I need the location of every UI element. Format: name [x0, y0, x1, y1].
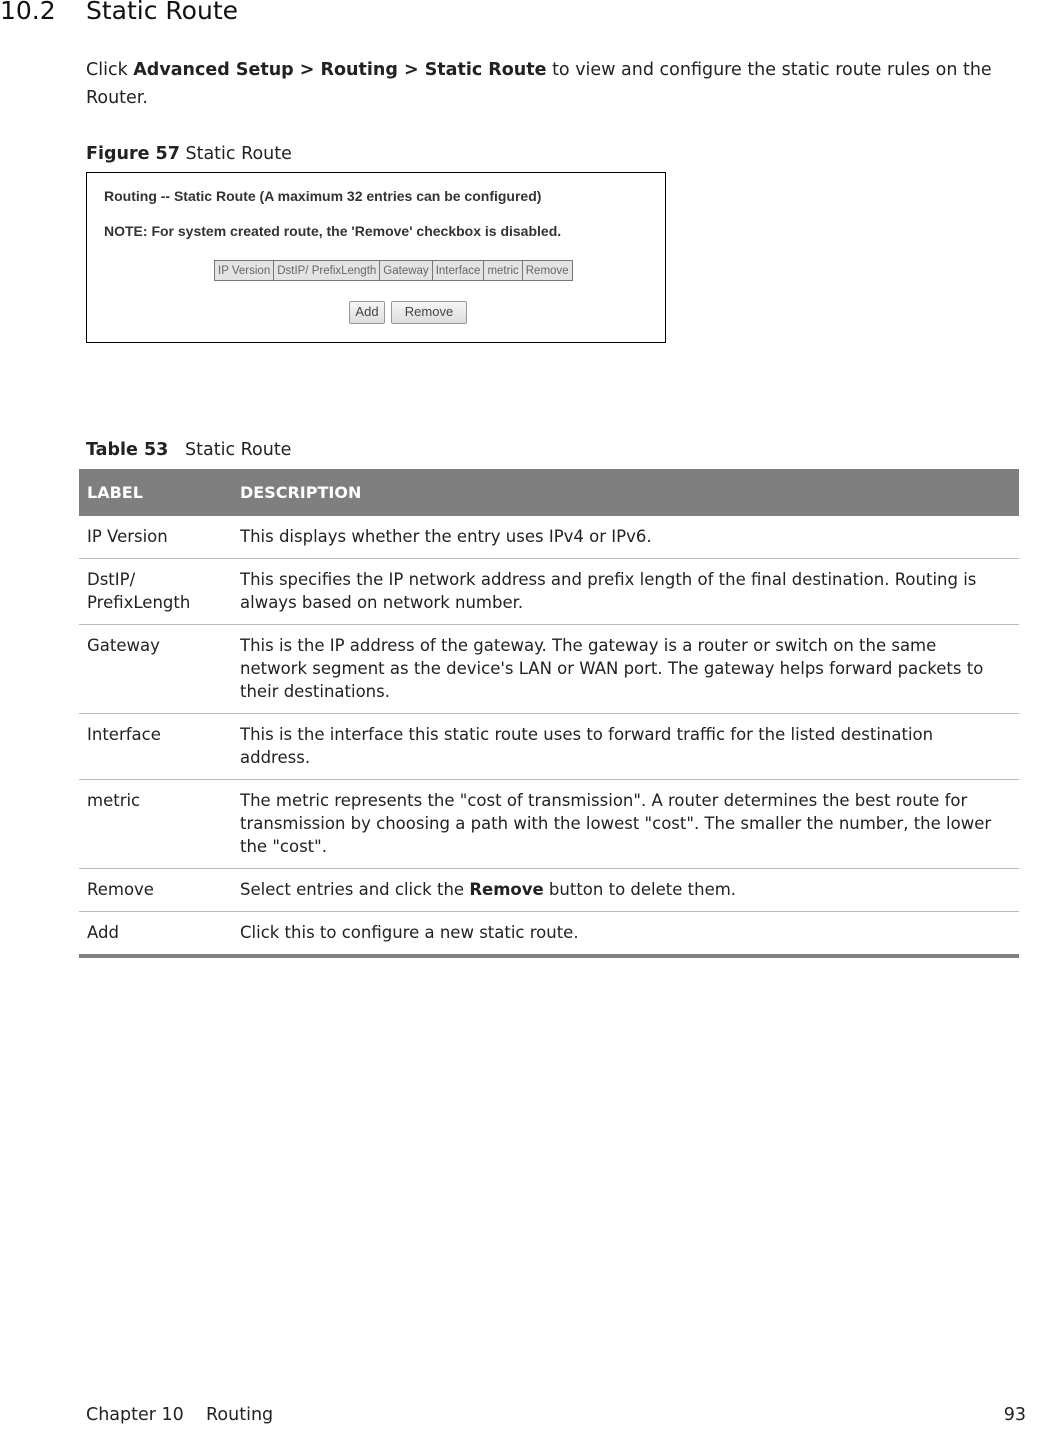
col-metric: metric [484, 261, 522, 281]
header-label: LABEL [79, 469, 232, 516]
table-row: DstIP/ PrefixLength This specifies the IP network address and prefix length of the final destination. Routing is always based on network number. [79, 559, 1019, 625]
figure-title: Routing -- Static Route (A maximum 32 entries can be configured) [104, 188, 542, 204]
footer-chapter: Chapter 10 Routing [86, 1405, 274, 1425]
intro-paragraph: Click Advanced Setup > Routing > Static Route to view and configure the static route rules on the Router. [86, 60, 992, 108]
figure-note: NOTE: For system created route, the 'Remove' checkbox is disabled. [104, 223, 562, 239]
table-row: metric The metric represents the "cost of transmission". A router determines the best route for transmission by choosing a path with the lowest "cost". The smaller the number, the lower the "cost". [79, 780, 1019, 869]
table-caption: Table 53 Static Route [86, 440, 292, 460]
description-table [79, 469, 1019, 958]
menu-path: Advanced Setup > Routing > Static Route [133, 60, 547, 80]
static-route-screenshot [86, 172, 666, 343]
col-interface: Interface [432, 261, 484, 281]
col-remove: Remove [522, 261, 572, 281]
col-ip-version: IP Version [215, 261, 274, 281]
table-row: Add Click this to configure a new static route. [79, 912, 1019, 957]
section-heading: 10.2 Static Route [0, 0, 239, 25]
header-description: DESCRIPTION [232, 469, 1019, 516]
table-row: Interface This is the interface this static route uses to forward traffic for the listed destination address. [79, 714, 1019, 780]
table-row: Gateway This is the IP address of the gateway. The gateway is a router or switch on the same network segment as the device's LAN or WAN port. The gateway helps forward packets to their destinations. [79, 625, 1019, 714]
route-table-header [214, 260, 573, 281]
add-button[interactable]: Add [349, 301, 385, 324]
figure-caption: Figure 57 Static Route [86, 144, 292, 164]
table-row: Remove Select entries and click the Remove button to delete them. [79, 869, 1019, 912]
col-gateway: Gateway [380, 261, 432, 281]
table-row: IP Version This displays whether the entry uses IPv4 or IPv6. [79, 516, 1019, 559]
col-dstip: DstIP/ PrefixLength [274, 261, 380, 281]
page-number: 93 [1003, 1405, 1026, 1425]
remove-button[interactable]: Remove [391, 301, 467, 324]
